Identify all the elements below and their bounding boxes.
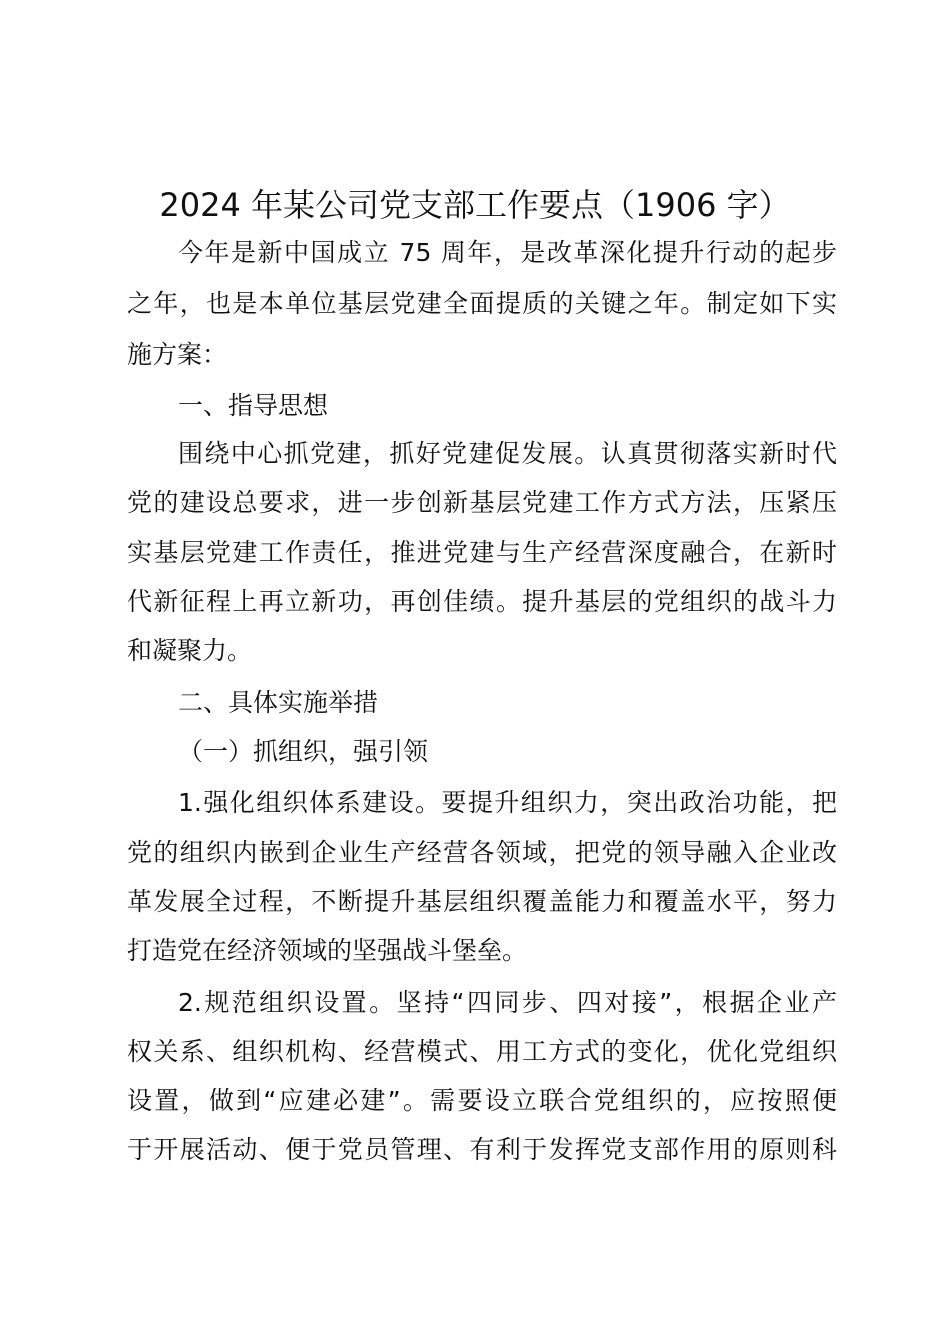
paragraph-line: 围绕中心抓党建，抓好党建促发展。认真贯彻落实新时代 [178,439,837,468]
paragraph-line: 之年，也是本单位基层党建全面提质的关键之年。制定如下实 [127,289,837,318]
paragraph-line: 实基层党建工作责任，推进党建与生产经营深度融合，在新时 [127,538,837,567]
section-heading: 二、具体实施举措 [178,688,379,717]
paragraph-line: 1.强化组织体系建设。要提升组织力，突出政治功能，把 [178,788,837,817]
paragraph-line: 今年是新中国成立 75 周年，是改革深化提升行动的起步 [178,238,837,267]
paragraph-line: 权关系、组织机构、经营模式、用工方式的变化，优化党组织 [127,1037,837,1066]
paragraph-line: 党的组织内嵌到企业生产经营各领域，把党的领导融入企业改 [127,838,837,867]
paragraph-line: 于开展活动、便于党员管理、有利于发挥党支部作用的原则科 [127,1135,837,1164]
paragraph-line: 施方案： [127,340,228,369]
paragraph-line: 设置，做到“应建必建”。需要设立联合党组织的，应按照便 [127,1086,837,1115]
subsection-heading: （一）抓组织，强引领 [178,737,429,766]
paragraph-line: 和凝聚力。 [127,636,253,665]
document-title: 2024 年某公司党支部工作要点（1906 字） [159,186,791,224]
section-heading: 一、指导思想 [178,391,329,420]
paragraph-line: 党的建设总要求，进一步创新基层党建工作方式方法，压紧压 [127,488,837,517]
paragraph-line: 代新征程上再立新功，再创佳绩。提升基层的党组织的战斗力 [127,587,837,616]
paragraph-line: 2.规范组织设置。坚持“四同步、四对接”，根据企业产 [178,988,837,1017]
paragraph-line: 革发展全过程，不断提升基层组织覆盖能力和覆盖水平，努力 [127,887,837,916]
paragraph-line: 打造党在经济领域的坚强战斗堡垒。 [127,936,528,965]
